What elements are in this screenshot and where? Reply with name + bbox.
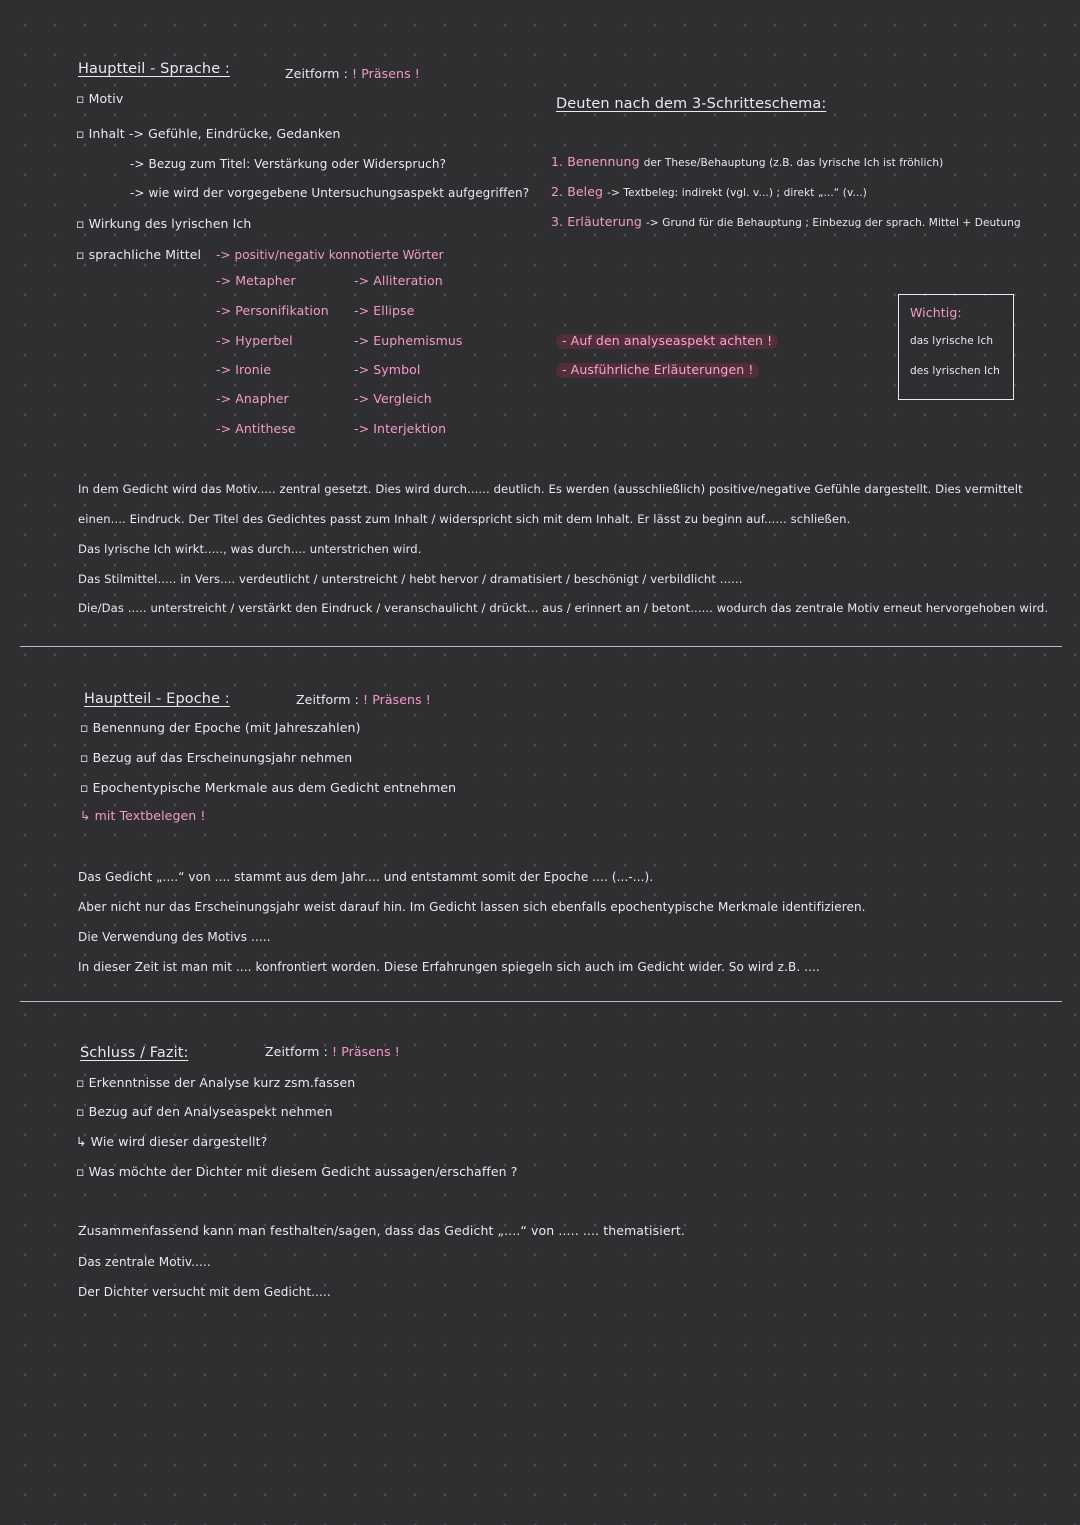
mittel-konnotiert: -> positiv/negativ konnotierte Wörter [216, 248, 444, 262]
stilmittel-item: -> Metapher [216, 273, 296, 288]
stilmittel-item: -> Ellipse [354, 303, 415, 318]
heading-sprache: Hauptteil - Sprache : [78, 61, 230, 77]
bullet-motiv: ▫ Motiv [76, 91, 124, 106]
epoche-paragraph-line: Aber nicht nur das Erscheinungsjahr weist darauf hin. Im Gedicht lassen sich ebenfalls epochentypische Merkmale identifizieren. [78, 900, 866, 914]
stilmittel-item: -> Anapher [216, 391, 289, 406]
sprache-paragraph-line: In dem Gedicht wird das Motiv..... zentral gesetzt. Dies wird durch...... deutlich. Es werden (ausschließlich) positive/negative Gefühle dargestellt. Dies vermittelt [78, 482, 1023, 496]
stilmittel-item: -> Symbol [354, 362, 421, 377]
zeitform-value: ! Präsens ! [332, 1044, 400, 1059]
heading-deuten: Deuten nach dem 3-Schritteschema: [556, 96, 827, 112]
stilmittel-item: -> Interjektion [354, 421, 447, 436]
epoche-bullet: ▫ Benennung der Epoche (mit Jahreszahlen) [80, 720, 361, 735]
epoche-bullet: ▫ Bezug auf das Erscheinungsjahr nehmen [80, 750, 353, 765]
step-label: 2. Beleg [551, 184, 604, 199]
step-text: -> Grund für die Behauptung ; Einbezug der sprach. Mittel + Deutung [645, 217, 1021, 229]
epoche-bullet: ▫ Epochentypische Merkmale aus dem Gedicht entnehmen [80, 780, 457, 795]
schluss-bullet: ↳ Wie wird dieser dargestellt? [76, 1134, 268, 1149]
zeitform-epoche [296, 694, 431, 707]
wichtig-line-1: das lyrische Ich [910, 335, 994, 347]
bullet-bezug: -> Bezug zum Titel: Verstärkung oder Widerspruch? [130, 157, 447, 171]
sprache-paragraph-line: Die/Das ..... unterstreicht / verstärkt den Eindruck / veranschaulicht / drückt... aus / erinnert an / betont...... wodurch das zentrale Motiv erneut hervorgehoben wird. [78, 601, 1049, 615]
epoche-paragraph-line: In dieser Zeit ist man mit .... konfrontiert worden. Diese Erfahrungen spiegeln sich auch im Gedicht wider. So wird z.B. .... [78, 960, 820, 974]
deuten-step-2 [551, 186, 867, 199]
deuten-step-3 [551, 216, 1021, 229]
bullet-aspekt: -> wie wird der vorgegebene Untersuchungsaspekt aufgegriffen? [130, 186, 530, 200]
stilmittel-item: -> Hyperbel [216, 333, 293, 348]
wichtig-title: Wichtig: [910, 305, 962, 320]
zeitform-label: Zeitform : [285, 66, 348, 81]
schluss-paragraph-line: Das zentrale Motiv..... [78, 1255, 211, 1269]
zeitform-value: ! Präsens ! [363, 692, 431, 707]
stilmittel-item: -> Personifikation [216, 303, 329, 318]
stilmittel-item: -> Antithese [216, 421, 296, 436]
zeitform-schluss [265, 1046, 400, 1059]
stilmittel-item: -> Alliteration [354, 273, 443, 288]
heading-epoche: Hauptteil - Epoche : [84, 691, 230, 707]
zeitform-value: ! Präsens ! [352, 66, 420, 81]
step-text: der These/Behauptung (z.B. das lyrische Ich ist fröhlich) [643, 157, 944, 169]
schluss-bullet: ▫ Erkenntnisse der Analyse kurz zsm.fassen [76, 1075, 356, 1090]
step-label: 3. Erläuterung [551, 214, 642, 229]
wichtig-line-2: des lyrischen Ich [910, 365, 1000, 377]
schluss-paragraph-line: Zusammenfassend kann man festhalten/sagen, dass das Gedicht „....“ von ..... .... thematisiert. [78, 1223, 685, 1238]
step-text: -> Textbeleg: indirekt (vgl. v...) ; direkt „...“ (v...) [607, 187, 867, 199]
stilmittel-item: -> Euphemismus [354, 333, 463, 348]
schluss-paragraph-line: Der Dichter versucht mit dem Gedicht..... [78, 1285, 331, 1299]
stilmittel-item: -> Ironie [216, 362, 272, 377]
deuten-step-1 [551, 156, 943, 169]
sprache-paragraph-line: Das Stilmittel..... in Vers.... verdeutlicht / unterstreicht / hebt hervor / dramatisiert / beschönigt / verbildlicht ...... [78, 572, 743, 586]
epoche-textbelege-note: ↳ mit Textbelegen ! [80, 808, 206, 823]
zeitform-label: Zeitform : [296, 692, 359, 707]
sprache-paragraph-line: einen.... Eindruck. Der Titel des Gedichtes passt zum Inhalt / widerspricht sich mit dem Inhalt. Er lässt zu beginn auf...... schließen. [78, 512, 851, 526]
zeitform-sprache [285, 68, 420, 81]
stilmittel-item: -> Vergleich [354, 391, 432, 406]
epoche-paragraph-line: Das Gedicht „....“ von .... stammt aus dem Jahr.... und entstammt somit der Epoche .... (...-...). [78, 870, 654, 884]
schluss-bullet: ▫ Was möchte der Dichter mit diesem Gedicht aussagen/erschaffen ? [76, 1164, 518, 1179]
tip-erlaeuterungen: - Ausführliche Erläuterungen ! [556, 363, 759, 378]
heading-schluss: Schluss / Fazit: [80, 1045, 189, 1061]
sprache-paragraph-line: Das lyrische Ich wirkt....., was durch.... unterstrichen wird. [78, 542, 422, 556]
epoche-paragraph-line: Die Verwendung des Motivs ..... [78, 930, 271, 944]
zeitform-label: Zeitform : [265, 1044, 328, 1059]
section-divider [20, 1001, 1062, 1002]
bullet-wirkung: ▫ Wirkung des lyrischen Ich [76, 216, 252, 231]
step-label: 1. Benennung [551, 154, 640, 169]
schluss-bullet: ▫ Bezug auf den Analyseaspekt nehmen [76, 1104, 333, 1119]
section-divider [20, 646, 1062, 647]
bullet-mittel: ▫ sprachliche Mittel [76, 247, 202, 262]
tip-analyseaspekt: - Auf den analyseaspekt achten ! [556, 334, 778, 349]
bullet-inhalt: ▫ Inhalt -> Gefühle, Eindrücke, Gedanken [76, 126, 341, 141]
